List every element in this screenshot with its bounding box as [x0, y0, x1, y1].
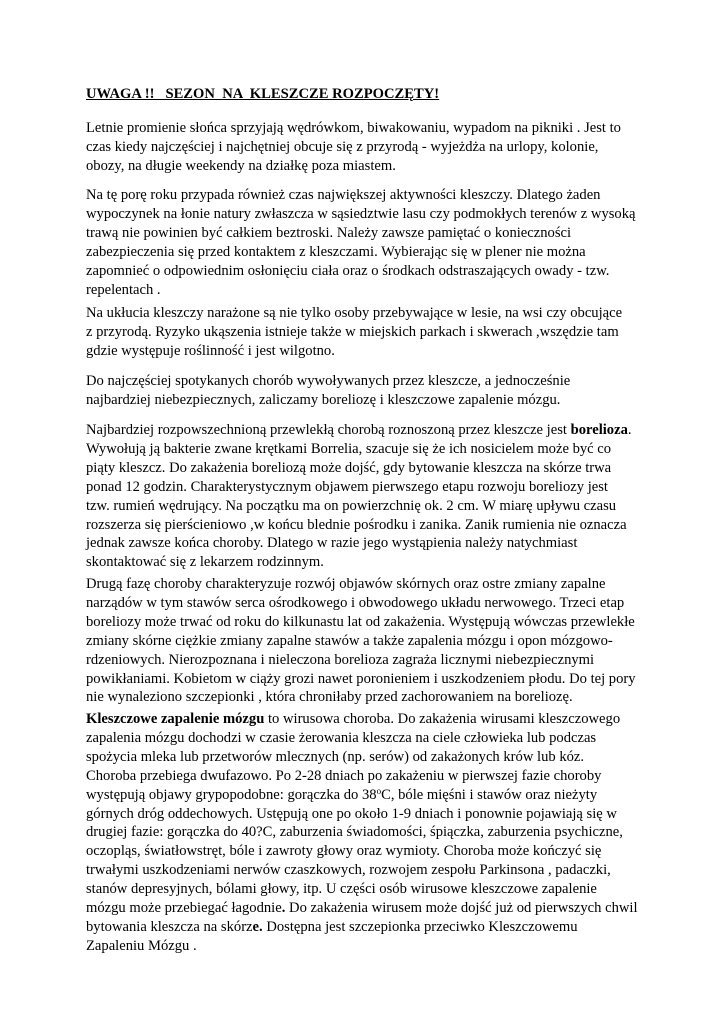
document-title: UWAGA !! SEZON NA KLESZCZE ROZPOCZĘTY! [86, 86, 440, 102]
paragraph-text: Do zakażenia wirusem może dojść już od pierwszych chwil bytowania kleszcza na skórz [86, 900, 638, 935]
paragraph-exposure-risk: Na ukłucia kleszczy narażone są nie tylko osoby przebywające w lesie, na wsi czy obcujące z przyrodą. Ryzyko ukąszenia istnieje także w miejskich parkach i skwerach ,wszędzie tam gdzie występuje roślinność i jest wilgotno. [86, 305, 623, 359]
paragraph-tick-activity: Na tę porę roku przypada również czas największej aktywności kleszczy. Dlatego żaden wypoczynek na łonie natury zwłaszcza w sąsiedztwie lasu czy podmokłych terenów z wysoką trawą nie powinien być całkiem beztroski. Należy zawsze pamiętać o konieczności zabezpieczenia się przed kontaktem z kleszczami. Wybierając się w plener nie można zapomnieć o odpowiednim osłonięciu ciała oraz o środkach odstraszających owady - tzw. repelentach . [86, 187, 636, 298]
paragraph-text: to wirusowa choroba. Do zakażenia wirusami kleszczowego zapalenia mózgu dochodzi w czasie żerowania kleszcza na ciele człowieka lub podczas spożycia mleka lub przetworów mlecznych (np. serów) od zakażonych krów lub kóz. Choroba przebiega dwufazowo. Po 2-28 dniach po zakażeniu w pierwszej fazie choroby występują objawy grypopodobne: gorączka do 38 [86, 711, 621, 803]
bold-term: borelioza [570, 422, 628, 438]
paragraph-diseases: Do najczęściej spotykanych chorób wywoływanych przez kleszcze, a jednocześnie najbardziej niebezpiecznych, zaliczamy boreliozę i kleszczowe zapalenie mózgu. [86, 373, 571, 408]
bold-punctuation: e. [252, 918, 263, 935]
paragraph-second-phase: Drugą fazę choroby charakteryzuje rozwój objawów skórnych oraz ostre zmiany zapalne narządów w tym stawów serca ośrodkowego i obwodowego układu nerwowego. Trzeci etap boreliozy może trwać od roku do kilkunastu lat od zakażenia. Występują wówczas przewlekłe zmiany skórne ciężkie zmiany zapalne stawów a także zapalenia mózgu i opon mózgowo- rdzeniowych. Nierozpoznana i nieleczona borelioza zagraża licznymi niebezpiecznymi powikłaniami. Kobietom w ciąży grozi nawet poronieniem i uszkodzeniem płodu. Do tej pory nie wynaleziono szczepionki , która chroniłaby przed zachorowaniem na boreliozę. [86, 576, 636, 706]
bold-term: Kleszczowe zapalenie mózgu [86, 711, 265, 727]
bold-punctuation: . [281, 900, 286, 917]
paragraph-text: Najbardziej rozpowszechnioną przewlekłą chorobą roznoszoną przez kleszcze jest [86, 422, 571, 438]
paragraph-intro: Letnie promienie słońca sprzyjają wędrówkom, biwakowaniu, wypadom na pikniki . Jest to czas kiedy najczęściej i najchętniej obcuje się z przyrodą - wyjeżdża na urlopy, kolonie, obozy, na długie weekendy na działkę poza miastem. [86, 120, 621, 174]
paragraph-text: Dostępna jest szczepionka przeciwko Kleszczowemu Zapaleniu Mózgu . [86, 918, 578, 954]
paragraph-text: C, bóle mięśni i stawów oraz nieżyty górnych dróg oddechowych. Ustępują one po około 1-9 dniach i ponownie pojawiają się w drugiej fazie: gorączka do 40?C, zaburzenia świadomości, śpiączka, zaburzenia psychiczne, oczopląs, światłowstręt, bóle i zawroty głowy oraz wymioty. Choroba może kończyć się trwałymi uszkodzeniami nerwów czaszkowych, rozwojem zespołu Parkinsona , padaczki, stanów depresyjnych, bólami głowy, itp. U części osób wirusowe kleszczowe zapalenie mózgu może przebiegać łagodnie [86, 786, 623, 917]
paragraph-borelioza [86, 421, 652, 572]
degree-superscript: o [376, 785, 382, 796]
paragraph-encephalitis [86, 710, 652, 956]
paragraph-text: . Wywołują ją bakterie zwane krętkami Borrelia, szacuje się że ich nosicielem może być co piąty kleszcz. Do zakażenia boreliozą może dojść, gdy bytowanie kleszcza na skórze trwa ponad 12 godzin. Charakterystycznym objawem pierwszego etapu rozwoju boreliozy jest tzw. rumień wędrujący. Na początku ma on powierzchnię ok. 2 cm. W miarę upływu czasu rozszerza się pierścieniowo ,w końcu blednie pośrodku i zanika. Zanik rumienia nie oznacza jednak zawsze końca choroby. Dlatego w razie jego wystąpienia należy natychmiast skontaktować się z lekarzem rodzinnym. [86, 422, 632, 571]
